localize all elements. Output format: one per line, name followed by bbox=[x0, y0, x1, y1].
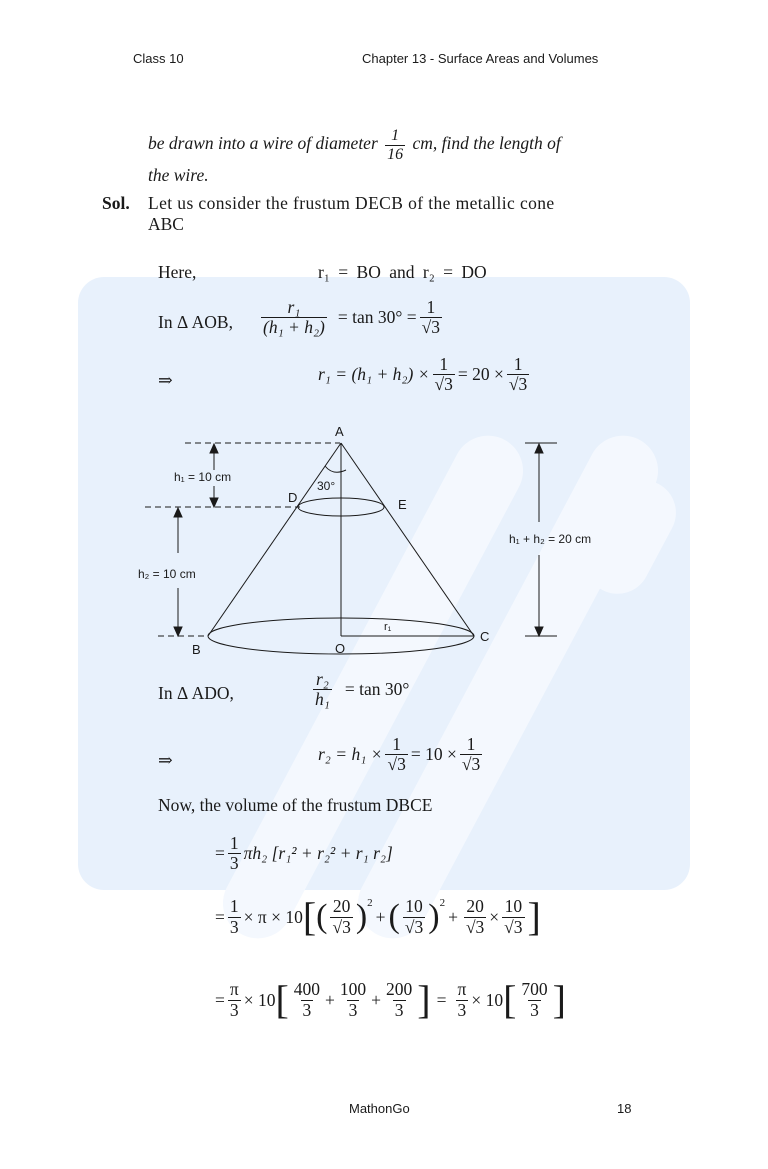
svg-text:h₁ = 10 cm: h₁ = 10 cm bbox=[174, 470, 232, 484]
svg-text:B: B bbox=[192, 642, 201, 657]
question-line-2: the wire. bbox=[148, 165, 209, 185]
fraction-1-16: $\frac{1}{16}$ bbox=[387, 127, 404, 163]
ado-label: In Δ ADO, bbox=[158, 683, 234, 703]
svg-text:h₂ = 10 cm: h₂ = 10 cm bbox=[138, 567, 196, 581]
implies-arrow-1: ⇒ bbox=[158, 370, 173, 390]
solution-label: Sol. bbox=[102, 193, 130, 213]
header-class: Class 10 bbox=[133, 51, 184, 66]
aob-equation: $\frac{\text{r₁}}{\text{(h₁ + h₂)}}$ = tan 30° = $\frac{1}{√3}$ bbox=[263, 297, 440, 338]
volume-substitution: = $\frac{1}{3}$ × π × 10 [ ( $\frac{20}{√3}$ ) $^2$ + ( $\frac{10}{√3}$ ) $^2$ + $\frac{20}{√3}$ × $\frac{10}{√3}$ ] bbox=[215, 894, 541, 939]
r2-equation: r₂ = h₁ × $\frac{1}{√3}$ = 10 × $\frac{1}{√3}$ bbox=[318, 734, 481, 775]
svg-text:r₁: r₁ bbox=[384, 621, 392, 633]
question-text: be drawn into a wire of diameter bbox=[148, 133, 378, 154]
volume-intro: Now, the volume of the frustum DBCE bbox=[158, 795, 433, 815]
svg-text:30°: 30° bbox=[317, 479, 336, 493]
r1-equation: r₁ = (h₁ + h₂) × $\frac{1}{√3}$ = 20 × $\frac{1}{√3}$ bbox=[318, 354, 528, 395]
volume-formula: = $\frac{1}{3}$ πh₂ [r₁² + r₂² + r₁ r₂] bbox=[215, 833, 393, 874]
footer-brand: MathonGo bbox=[349, 1101, 410, 1116]
question-line-1 bbox=[148, 127, 678, 163]
ado-equation: $\frac{\text{r₂}}{\text{h₁}}$ = tan 30° bbox=[315, 669, 410, 710]
svg-text:A: A bbox=[335, 424, 344, 439]
here-label: Here, bbox=[158, 262, 197, 282]
frustum-cone-diagram bbox=[120, 420, 620, 660]
solution-line-1: Let us consider the frustum DECB of the metallic cone bbox=[148, 193, 555, 213]
svg-text:h₁ + h₂ = 20 cm: h₁ + h₂ = 20 cm bbox=[509, 532, 592, 546]
here-equation: r₁ = BO and r₂ = DO bbox=[318, 262, 487, 282]
volume-simplification: = $\frac{\pi}{3}$ × 10 [ $\frac{400}{3}$ + $\frac{100}{3}$ + $\frac{200}{3}$ ] = $\frac{\pi}{3}$ × 10 [ $\frac{700}{3}$ ] bbox=[215, 977, 566, 1022]
aob-label: In Δ AOB, bbox=[158, 312, 233, 332]
svg-text:C: C bbox=[480, 629, 490, 644]
solution-line-2: ABC bbox=[148, 214, 184, 234]
header-chapter: Chapter 13 - Surface Areas and Volumes bbox=[362, 51, 599, 66]
page-number: 18 bbox=[617, 1101, 632, 1116]
question-text: cm, find the length of bbox=[412, 133, 561, 154]
svg-text:E: E bbox=[398, 497, 407, 512]
svg-text:O: O bbox=[335, 641, 346, 656]
svg-text:D: D bbox=[288, 490, 298, 505]
implies-arrow-2: ⇒ bbox=[158, 750, 173, 770]
